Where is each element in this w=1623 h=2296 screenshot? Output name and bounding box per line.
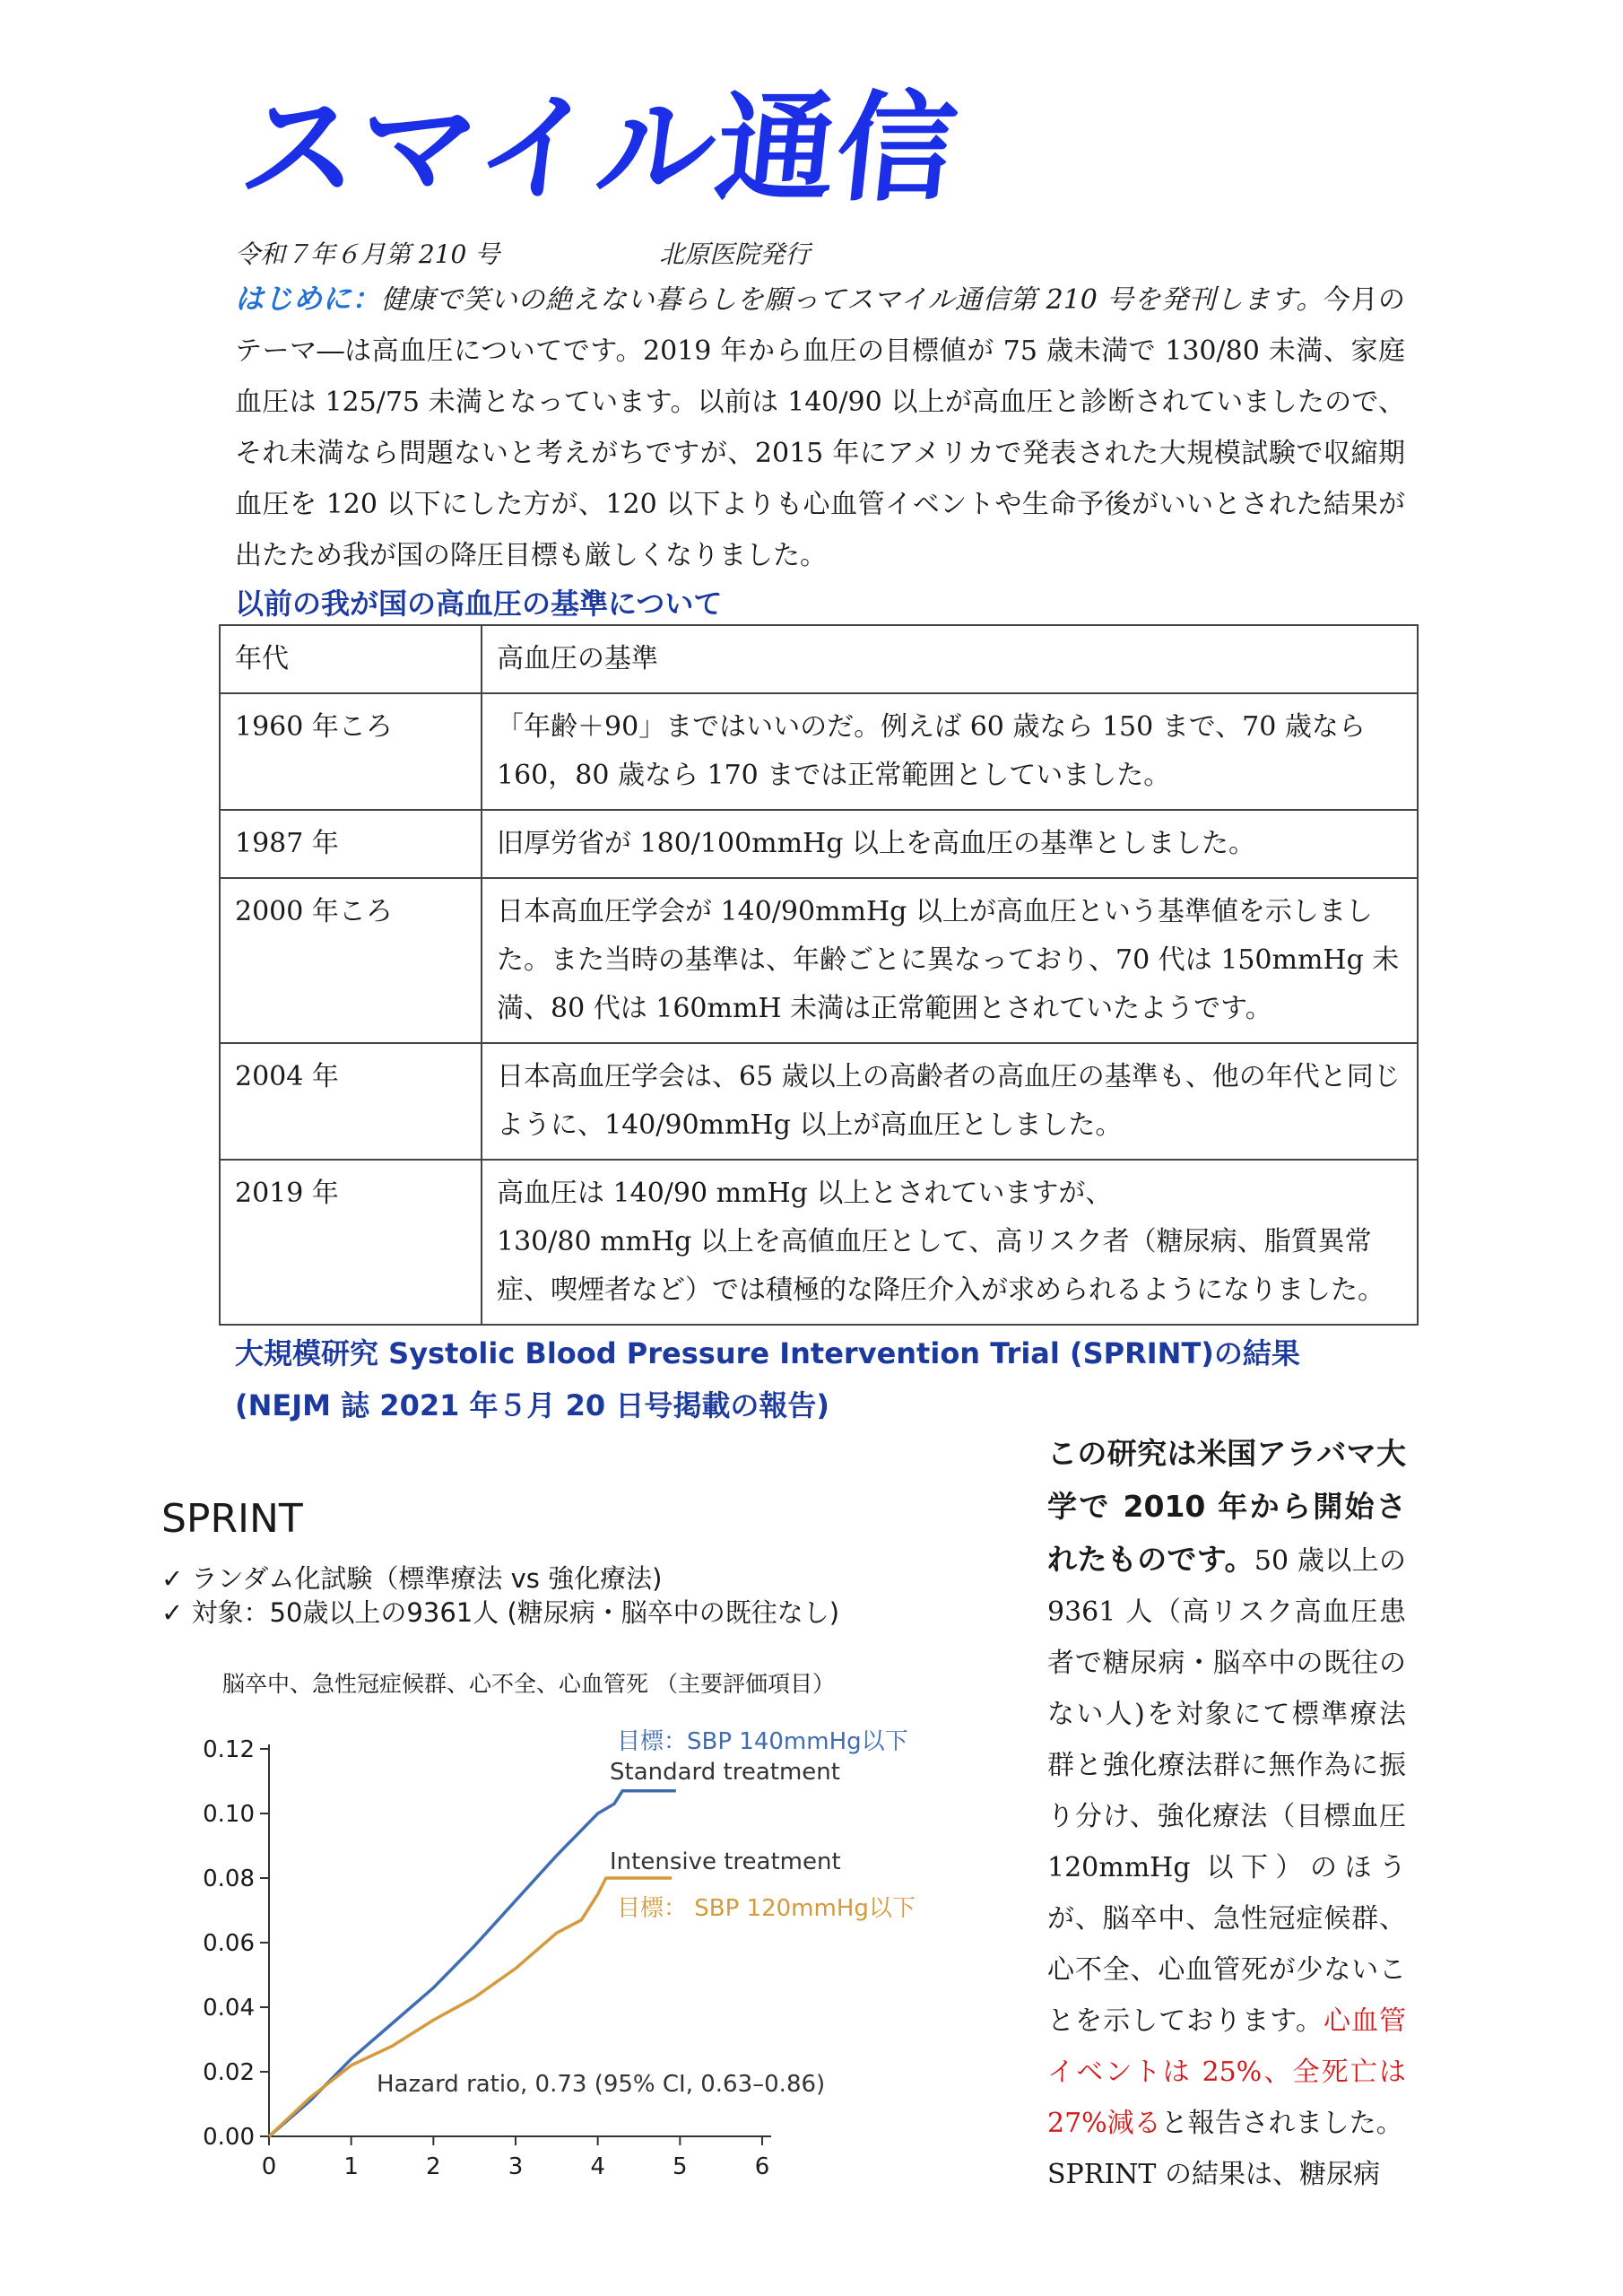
right-body: 50 歳以上の 9361 人（高リスク高血圧患者で糖尿病・脳卒中の既往のない人)を対象にて標準療法群と強化療法群に無作為に振り分け、強化療法（目標血圧 120mmHg 以下）のほうが、脳卒中、急性冠症候群、心不全、心血管死が少ないことを示しております。 bbox=[1047, 1545, 1406, 2037]
era-cell: 1987 年 bbox=[220, 810, 482, 878]
table-header-row bbox=[220, 625, 1418, 693]
newsletter-title: スマイル通信 bbox=[233, 80, 965, 218]
history-heading: 以前の我が国の高血圧の基準について bbox=[235, 587, 723, 621]
x-tick-label: 1 bbox=[343, 2153, 359, 2180]
hazard-ratio-annotation: Hazard ratio, 0.73 (95% CI, 0.63–0.86) bbox=[377, 2071, 826, 2098]
intro-body: 今月のテーマ―は高血圧についてです。2019 年から血圧の目標値が 75 歳未満で 130/80 未満、家庭血圧は 125/75 未満となっています。以前は 140/90 以上が高血圧と診断されていましたので、それ未満なら問題ないと考えがちですが、2015 年にアメリカで発表された大規模試験で収縮期血圧を 120 以下にした方が、120 以下よりも心血管イベントや生命予後がいいとされた結果が出たため我が国の降圧目標も厳しくなりました。 bbox=[235, 284, 1405, 571]
standard-series-label: Standard treatment bbox=[610, 1759, 840, 1786]
criteria-cell: 日本高血圧学会は、65 歳以上の高齢者の高血圧の基準も、他の年代と同じように、140/90mmHg 以上が高血圧としました。 bbox=[482, 1043, 1418, 1160]
x-tick-label: 5 bbox=[673, 2153, 688, 2180]
slide-bullet: ✓ ランダム化試験（標準療法 vs 強化療法) bbox=[161, 1563, 663, 1594]
intro-heading: はじめに： bbox=[235, 282, 381, 316]
highlight-result: 心血管イベントは 25%、全死亡は 27%減る bbox=[1047, 2005, 1407, 2139]
era-cell: 2004 年 bbox=[220, 1043, 482, 1160]
criteria-line: 130/80 mmHg 以上を高値血圧として、高リスク者（糖尿病、脂質異常症、喫煙者など）では積極的な降圧介入が求められるようになりました。 bbox=[497, 1226, 1384, 1306]
table-row bbox=[220, 878, 1418, 1043]
intensive-series-label: Intensive treatment bbox=[610, 1848, 841, 1875]
right-column-text bbox=[1047, 1428, 1406, 2200]
chart-plot-area bbox=[203, 1728, 916, 2180]
right-lead: この研究は米国アラバマ大学で 2010 年から開始されたものです。 bbox=[1047, 1436, 1406, 1577]
y-tick-label: 0.00 bbox=[203, 2124, 255, 2151]
era-cell: 2000 年ころ bbox=[220, 878, 482, 1043]
intro-lead: 健康で笑いの絶えない暮らしを願ってスマイル通信第 210 号を発刊します。 bbox=[380, 284, 1324, 316]
y-tick-label: 0.10 bbox=[203, 1801, 255, 1828]
intensive-target-label: 目標： SBP 120mmHg以下 bbox=[617, 1895, 916, 1922]
y-tick-label: 0.12 bbox=[203, 1736, 255, 1763]
right-body-end: と報告されました。 bbox=[1160, 2108, 1403, 2139]
criteria-cell: 旧厚労省が 180/100mmHg 以上を高血圧の基準としました。 bbox=[482, 810, 1418, 878]
criteria-cell: 「年齢＋90」まではいいのだ。例えば 60 歳なら 150 まで、70 歳なら 160，80 歳なら 170 までは正常範囲としていました。 bbox=[482, 693, 1418, 810]
y-tick-label: 0.02 bbox=[203, 2059, 255, 2086]
y-tick-label: 0.08 bbox=[203, 1866, 255, 1892]
history-table bbox=[219, 624, 1419, 1326]
criteria-line: 高血圧は 140/90 mmHg 以上とされていますが、 bbox=[497, 1178, 1113, 1209]
right-body-continued: SPRINT の結果は、糖尿病 bbox=[1047, 2159, 1380, 2190]
criteria-cell: 日本高血圧学会が 140/90mmHg 以上が高血圧という基準値を示しました。また当時の基準は、年齢ごとに異なっており、70 代は 150mmHg 未満、80 代は 160mmH 未満は正常範囲とされていたようです。 bbox=[482, 878, 1418, 1043]
x-tick-label: 4 bbox=[590, 2153, 605, 2180]
column-header-criteria: 高血圧の基準 bbox=[482, 625, 1418, 693]
table-row bbox=[220, 1043, 1418, 1160]
era-cell: 2019 年 bbox=[220, 1160, 482, 1325]
table-row bbox=[220, 1160, 1418, 1325]
criteria-cell bbox=[482, 1160, 1418, 1325]
sprint-heading-line: 大規模研究 Systolic Blood Pressure Intervention Trial (SPRINT)の結果 bbox=[235, 1336, 1300, 1370]
table-row bbox=[220, 693, 1418, 810]
standard-target-label: 目標：SBP 140mmHg以下 bbox=[617, 1728, 908, 1755]
sprint-heading bbox=[235, 1327, 1300, 1431]
issue-line bbox=[235, 235, 810, 271]
issue-number: 令和７年６月第 210 号 bbox=[235, 239, 500, 269]
table-row bbox=[220, 810, 1418, 878]
intro-paragraph bbox=[235, 274, 1405, 581]
y-tick-label: 0.04 bbox=[203, 1995, 255, 2022]
sprint-heading-line: (NEJM 誌 2021 年５月 20 日号掲載の報告) bbox=[235, 1388, 829, 1422]
sprint-slide bbox=[152, 1480, 986, 2197]
chart-subtitle: 脳卒中、急性冠症候群、心不全、心血管死 （主要評価項目） bbox=[222, 1671, 835, 1697]
era-cell: 1960 年ころ bbox=[220, 693, 482, 810]
publisher: 北原医院発行 bbox=[659, 239, 811, 269]
x-tick-label: 0 bbox=[261, 2153, 277, 2180]
x-tick-label: 2 bbox=[426, 2153, 441, 2180]
y-tick-label: 0.06 bbox=[203, 1930, 255, 1957]
x-tick-label: 3 bbox=[508, 2153, 524, 2180]
column-header-era: 年代 bbox=[220, 625, 482, 693]
x-tick-label: 6 bbox=[754, 2153, 770, 2180]
slide-bullet: ✓ 対象：50歳以上の9361人 (糖尿病・脳卒中の既往なし) bbox=[161, 1597, 840, 1628]
slide-title: SPRINT bbox=[161, 1496, 303, 1542]
